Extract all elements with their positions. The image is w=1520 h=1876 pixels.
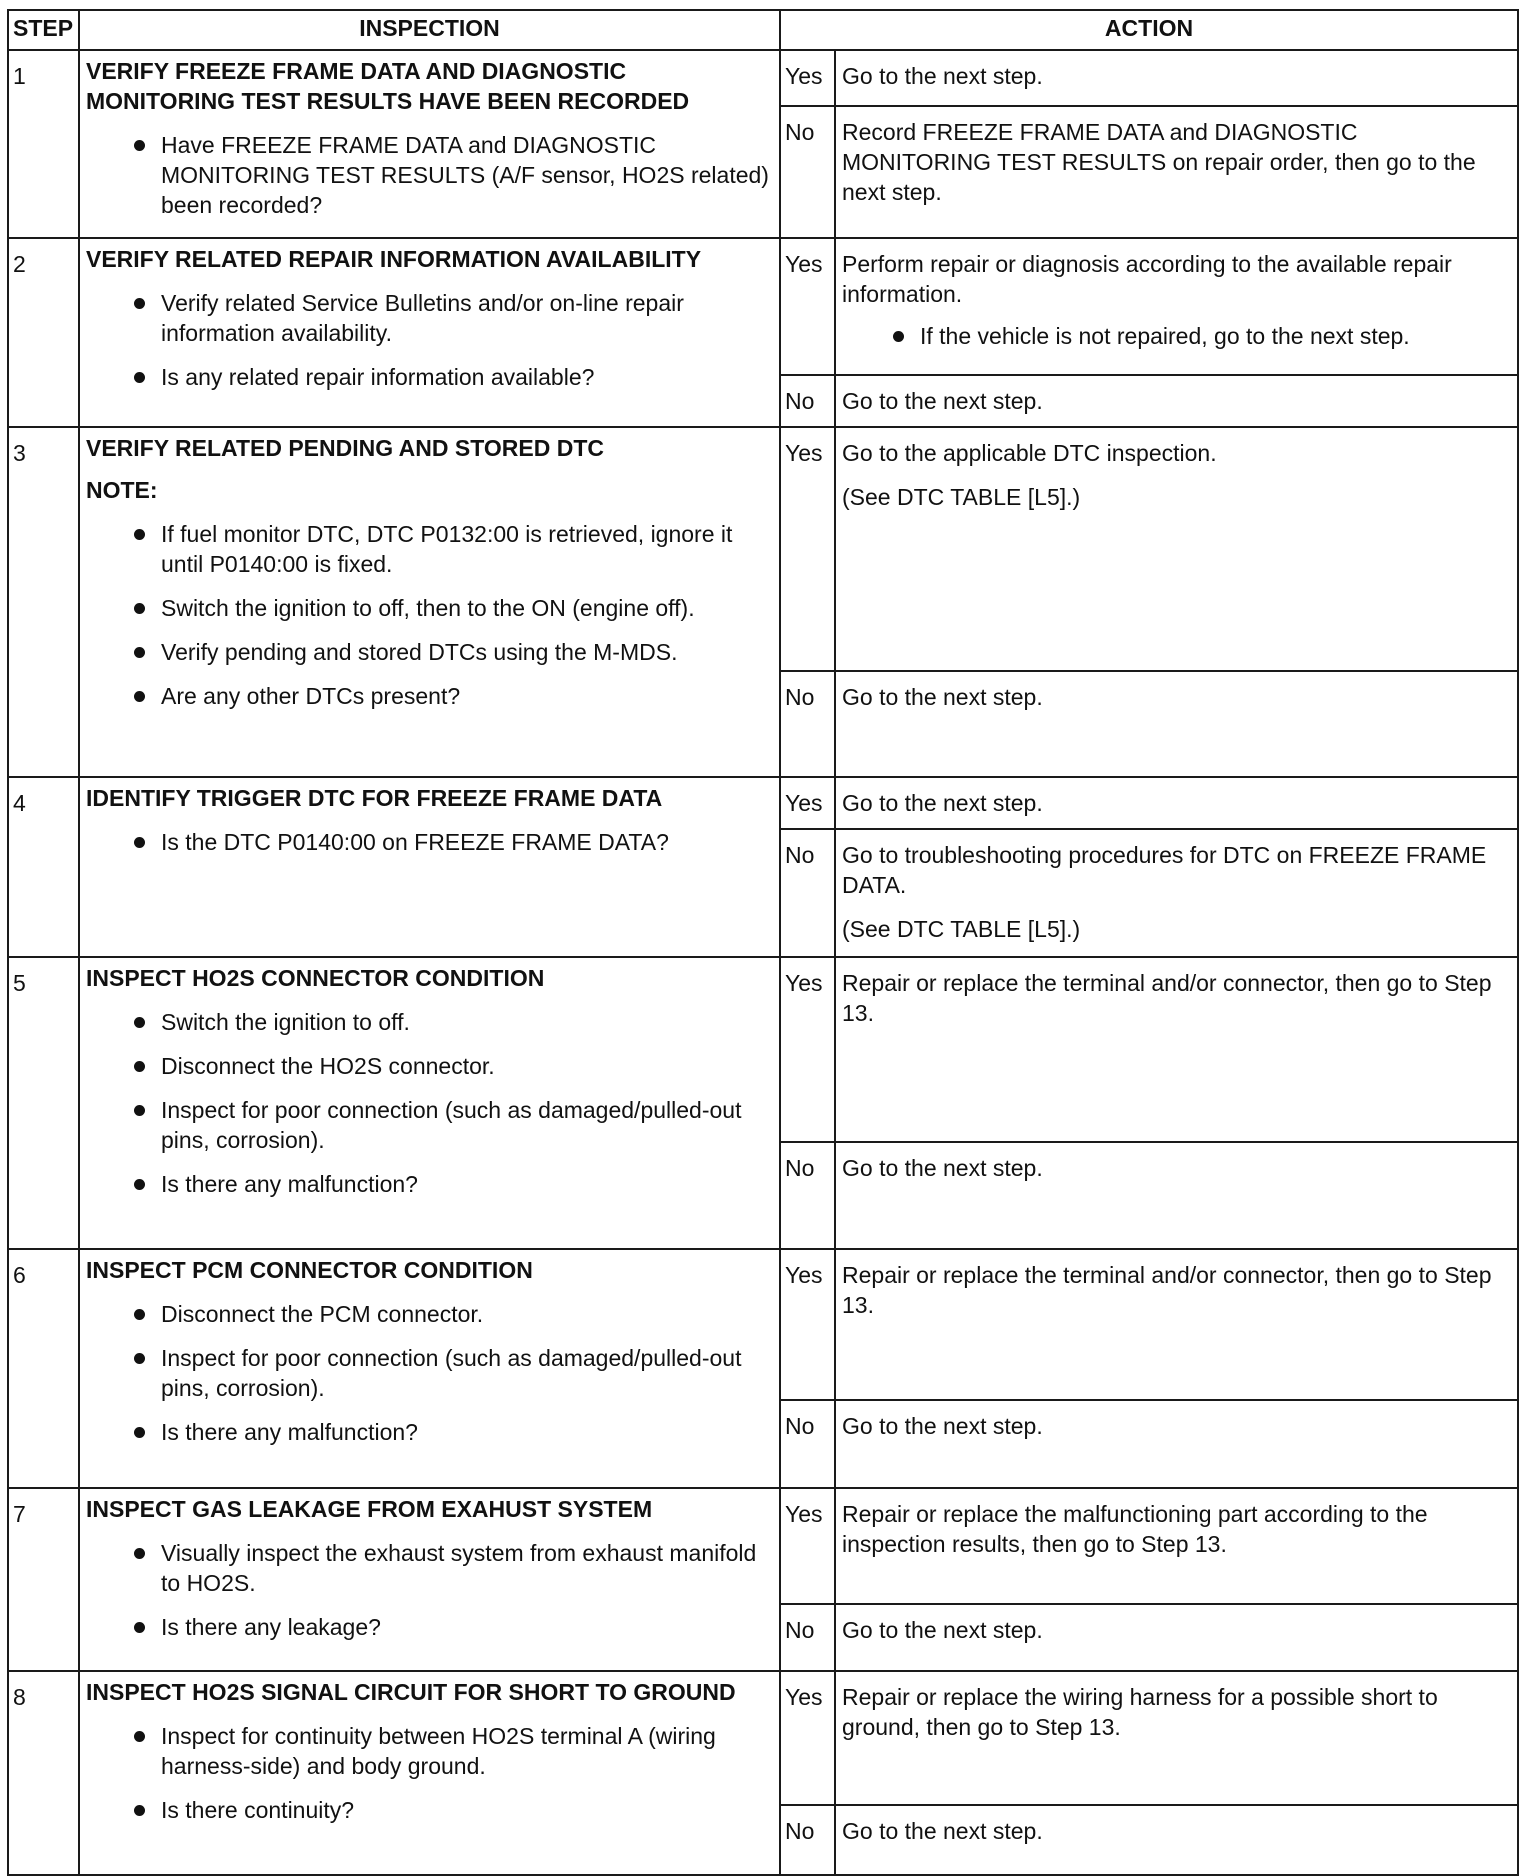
step-8-title: INSPECT HO2S SIGNAL CIRCUIT FOR SHORT TO GROUND (86, 1679, 736, 1705)
step-4-no-ref: (See DTC TABLE [L5].) (842, 916, 1081, 942)
step-6-title: INSPECT PCM CONNECTOR CONDITION (86, 1257, 533, 1283)
step-3-no-action: Go to the next step. (835, 671, 1518, 777)
step-8-no-action: Go to the next step. (835, 1805, 1518, 1875)
step-1-title: VERIFY FREEZE FRAME DATA AND DIAGNOSTIC MONITORING TEST RESULTS HAVE BEEN RECORDED (86, 58, 690, 114)
step-4-yes-row (8, 777, 1518, 829)
step-6-yes-action: Repair or replace the terminal and/or connector, then go to Step 13. (835, 1249, 1518, 1400)
step-5-bullet-4: Is there any malfunction? (86, 1169, 773, 1199)
step-7-bullet-2: Is there any leakage? (86, 1612, 773, 1642)
step-1-inspection (79, 50, 780, 238)
step-1-number: 1 (8, 50, 79, 238)
bullet-icon (134, 603, 145, 614)
step-1-yes-action: Go to the next step. (835, 50, 1518, 106)
step-8-yes-row (8, 1671, 1518, 1805)
step-2-yes-action-cell (835, 238, 1518, 375)
bullet-icon (134, 1548, 145, 1559)
step-4-title: IDENTIFY TRIGGER DTC FOR FREEZE FRAME DATA (86, 785, 663, 811)
bullet-icon (134, 1622, 145, 1633)
step-5-bullet-2: Disconnect the HO2S connector. (86, 1051, 773, 1081)
step-3-yes-action-cell (835, 427, 1518, 671)
bullet-icon (134, 1353, 145, 1364)
diagnostic-procedure-document (7, 9, 1517, 1876)
step-5-no-action: Go to the next step. (835, 1142, 1518, 1249)
step-3-bullet-3: Verify pending and stored DTCs using the M-MDS. (86, 637, 773, 667)
step-8-yes-label: Yes (780, 1671, 835, 1805)
bullet-icon (134, 140, 145, 151)
step-7-inspection (79, 1488, 780, 1671)
bullet-icon (134, 1731, 145, 1742)
step-5-yes-action: Repair or replace the terminal and/or connector, then go to Step 13. (835, 957, 1518, 1142)
step-5-no-label: No (780, 1142, 835, 1249)
step-2-no-label: No (780, 375, 835, 427)
step-7-no-action: Go to the next step. (835, 1604, 1518, 1671)
step-8-yes-action: Repair or replace the wiring harness for a possible short to ground, then go to Step 13. (835, 1671, 1518, 1805)
bullet-icon (134, 647, 145, 658)
step-6-yes-label: Yes (780, 1249, 835, 1400)
bullet-icon (893, 331, 904, 342)
step-2-yes-bullet: If the vehicle is not repaired, go to the next step. (842, 321, 1511, 351)
step-4-yes-action: Go to the next step. (835, 777, 1518, 829)
step-3-yes-action: Go to the applicable DTC inspection. (842, 440, 1217, 466)
step-2-inspection (79, 238, 780, 427)
bullet-icon (134, 298, 145, 309)
step-2-bullet-1: Verify related Service Bulletins and/or on-line repair information availability. (86, 288, 773, 348)
step-6-bullet-1: Disconnect the PCM connector. (86, 1299, 773, 1329)
step-6-bullet-3: Is there any malfunction? (86, 1417, 773, 1447)
step-8-inspection (79, 1671, 780, 1875)
step-6-bullet-2: Inspect for poor connection (such as damaged/pulled-out pins, corrosion). (86, 1343, 773, 1403)
step-2-yes-label: Yes (780, 238, 835, 375)
step-6-inspection (79, 1249, 780, 1488)
step-2-no-action: Go to the next step. (835, 375, 1518, 427)
inspection-column-header: INSPECTION (79, 10, 780, 50)
step-3-bullet-4: Are any other DTCs present? (86, 681, 773, 711)
bullet-icon (134, 372, 145, 383)
step-3-yes-ref: (See DTC TABLE [L5].) (842, 484, 1081, 510)
step-5-yes-label: Yes (780, 957, 835, 1142)
table-header-row (8, 10, 1518, 50)
step-2-yes-row (8, 238, 1518, 375)
step-1-bullet-1: Have FREEZE FRAME DATA and DIAGNOSTIC MONITORING TEST RESULTS (A/F sensor, HO2S related) been recorded? (86, 130, 773, 220)
diagnostic-table (7, 9, 1519, 1876)
step-6-no-action: Go to the next step. (835, 1400, 1518, 1488)
step-4-number: 4 (8, 777, 79, 957)
step-5-inspection (79, 957, 780, 1249)
bullet-icon (134, 691, 145, 702)
step-3-title: VERIFY RELATED PENDING AND STORED DTC (86, 435, 604, 461)
step-4-inspection (79, 777, 780, 957)
step-3-number: 3 (8, 427, 79, 777)
bullet-icon (134, 1105, 145, 1116)
step-4-no-action: Go to troubleshooting procedures for DTC on FREEZE FRAME DATA. (842, 842, 1487, 898)
step-5-number: 5 (8, 957, 79, 1249)
bullet-icon (134, 1061, 145, 1072)
step-5-title: INSPECT HO2S CONNECTOR CONDITION (86, 965, 545, 991)
step-column-header: STEP (8, 10, 79, 50)
step-2-title: VERIFY RELATED REPAIR INFORMATION AVAILABILITY (86, 246, 702, 272)
step-3-yes-label: Yes (780, 427, 835, 671)
step-7-number: 7 (8, 1488, 79, 1671)
step-1-no-action: Record FREEZE FRAME DATA and DIAGNOSTIC MONITORING TEST RESULTS on repair order, then go to the next step. (835, 106, 1518, 238)
bullet-icon (134, 837, 145, 848)
step-4-no-label: No (780, 829, 835, 957)
step-3-yes-row (8, 427, 1518, 671)
bullet-icon (134, 1427, 145, 1438)
step-3-note-label: NOTE: (86, 477, 158, 503)
step-7-yes-action: Repair or replace the malfunctioning part according to the inspection results, then go to Step 13. (835, 1488, 1518, 1604)
step-7-bullet-1: Visually inspect the exhaust system from exhaust manifold to HO2S. (86, 1538, 773, 1598)
step-8-number: 8 (8, 1671, 79, 1875)
step-2-bullet-2: Is any related repair information available? (86, 362, 773, 392)
step-4-yes-label: Yes (780, 777, 835, 829)
step-8-no-label: No (780, 1805, 835, 1875)
step-4-bullet-1: Is the DTC P0140:00 on FREEZE FRAME DATA? (86, 827, 773, 857)
step-7-no-label: No (780, 1604, 835, 1671)
step-6-yes-row (8, 1249, 1518, 1400)
step-7-yes-row (8, 1488, 1518, 1604)
step-5-yes-row (8, 957, 1518, 1142)
step-5-bullet-3: Inspect for poor connection (such as damaged/pulled-out pins, corrosion). (86, 1095, 773, 1155)
step-3-no-label: No (780, 671, 835, 777)
step-2-number: 2 (8, 238, 79, 427)
step-2-yes-action: Perform repair or diagnosis according to the available repair information. (842, 251, 1452, 307)
bullet-icon (134, 1309, 145, 1320)
step-7-title: INSPECT GAS LEAKAGE FROM EXAHUST SYSTEM (86, 1496, 653, 1522)
bullet-icon (134, 1805, 145, 1816)
bullet-icon (134, 529, 145, 540)
step-3-inspection (79, 427, 780, 777)
step-1-yes-label: Yes (780, 50, 835, 106)
bullet-icon (134, 1179, 145, 1190)
action-column-header: ACTION (780, 10, 1518, 50)
step-8-bullet-2: Is there continuity? (86, 1795, 773, 1825)
step-4-no-action-cell (835, 829, 1518, 957)
step-5-bullet-1: Switch the ignition to off. (86, 1007, 773, 1037)
step-3-bullet-1: If fuel monitor DTC, DTC P0132:00 is retrieved, ignore it until P0140:00 is fixed. (86, 519, 773, 579)
step-1-yes-row (8, 50, 1518, 106)
step-7-yes-label: Yes (780, 1488, 835, 1604)
step-6-no-label: No (780, 1400, 835, 1488)
bullet-icon (134, 1017, 145, 1028)
step-1-no-label: No (780, 106, 835, 238)
step-6-number: 6 (8, 1249, 79, 1488)
step-8-bullet-1: Inspect for continuity between HO2S terminal A (wiring harness-side) and body ground. (86, 1721, 773, 1781)
step-3-bullet-2: Switch the ignition to off, then to the ON (engine off). (86, 593, 773, 623)
